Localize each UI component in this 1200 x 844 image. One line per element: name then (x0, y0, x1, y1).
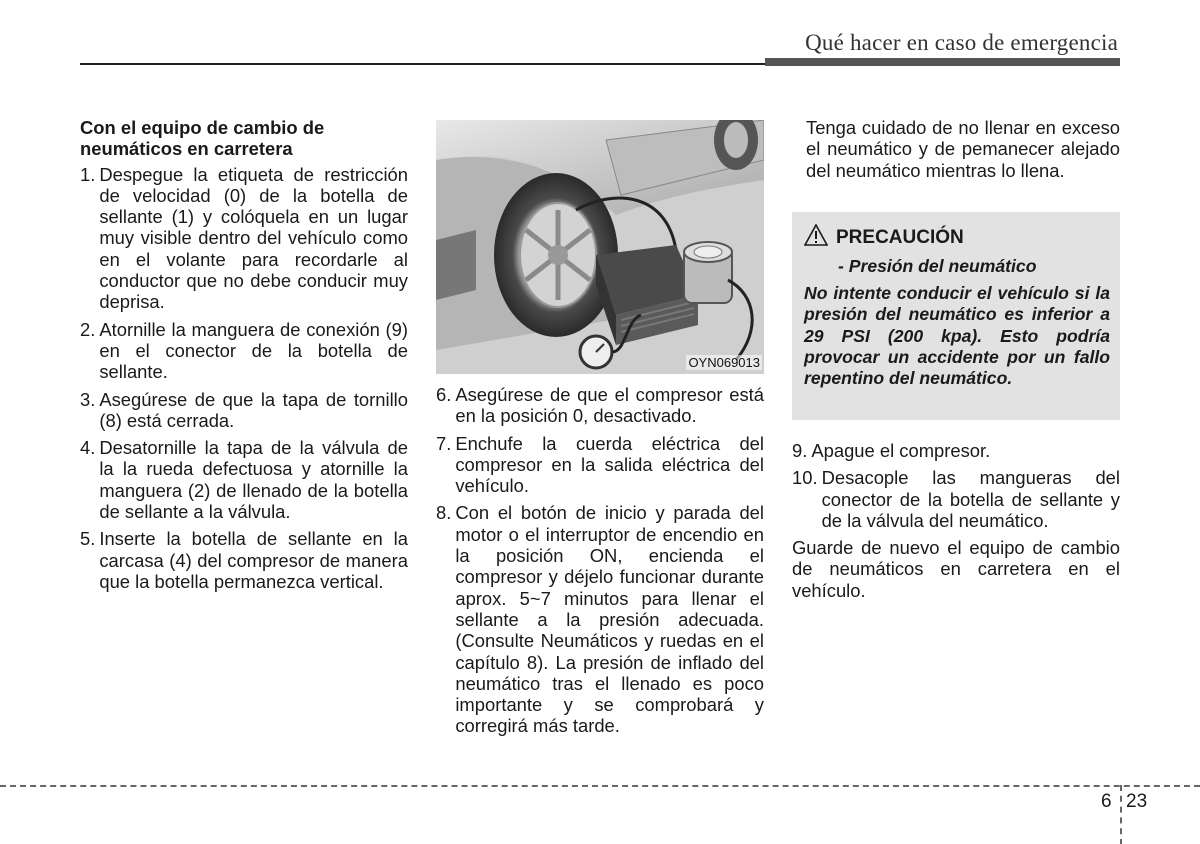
footer-rule (0, 785, 1200, 787)
step-text: Enchufe la cuerda eléctrica del compresor en la salida eléctrica del vehículo. (455, 432, 764, 497)
step-item (80, 389, 408, 432)
step-number: 8. (436, 502, 452, 524)
step-text: Asegúrese de que el compresor está en la posición 0, desactivado. (455, 384, 764, 427)
tire-compressor-image (436, 120, 764, 374)
step-item (80, 528, 408, 592)
steps-list (80, 164, 408, 593)
step-number: 1. (80, 163, 96, 185)
step-number: 3. (80, 388, 96, 410)
footer-divider (1120, 785, 1122, 844)
step-item (436, 384, 764, 427)
step-text: Despegue la etiqueta de restricción de velocidad (0) de la botella de sellante (1) y colóquela en un lugar muy visible dentro del vehículo como en el volante para recordarle al conductor que no debe conducir muy deprisa. (99, 163, 408, 313)
step-number: 9. (792, 440, 808, 461)
step-text: Con el botón de inicio y parada del motor o el interruptor de encendio en la posición ON, encienda el compresor y déjelo funcionar durante aprox. 5~7 minutos para llenar el sellante a la presión adecuada. (Consulte Neumáticos y ruedas en el capítulo 8). La presión de inflado del neumático tras el llenado es poco importante y se comprobará y corregirá más tarde. (455, 502, 764, 737)
step-number: 4. (80, 437, 96, 459)
step-item (80, 164, 408, 313)
column-right-lower (792, 440, 1120, 601)
header-bar (765, 58, 1120, 66)
page-number: 23 (1126, 791, 1148, 812)
step-number: 7. (436, 432, 452, 454)
step-number: 6. (436, 384, 452, 405)
intro-paragraph: Tenga cuidado de no llenar en exceso el neumático y de pemanecer alejado del neumático mientras lo llena. (806, 117, 1120, 181)
closing-paragraph: Guarde de nuevo el equipo de cambio de neumáticos en carretera en el vehículo. (792, 537, 1120, 601)
page-header-title: Qué hacer en caso de emergencia (805, 30, 1118, 55)
step-text: Asegúrese de que la tapa de tornillo (8) está cerrada. (99, 388, 408, 431)
step-number: 10. (792, 467, 818, 489)
column-middle (436, 384, 764, 743)
step-item (80, 319, 408, 383)
steps-list (792, 440, 1120, 531)
caution-box (792, 212, 1120, 420)
step-item (792, 467, 1120, 531)
figure-code: OYN069013 (688, 355, 760, 370)
step-text: Apague el compresor. (811, 440, 991, 461)
step-text: Inserte la botella de sellante en la carcasa (4) del compresor de manera que la botella permanezca vertical. (99, 528, 408, 592)
section-number: 6 (1101, 791, 1112, 812)
step-number: 2. (80, 318, 96, 340)
caution-header (804, 224, 1110, 252)
header-rule (80, 63, 765, 65)
caution-subtitle: - Presión del neumático (838, 256, 1037, 276)
caution-body: No intente conducir el vehículo si la presión del neumático es inferior a 29 PSI (200 kpa). Esto podría provocar un accidente por un fallo repentino del neumático. (804, 283, 1110, 389)
column-right (792, 117, 1120, 181)
steps-list (436, 384, 764, 737)
warning-triangle-icon (804, 224, 828, 252)
compressor-illustration (436, 120, 764, 374)
caution-title: PRECAUCIÓN (836, 227, 964, 248)
step-text: Desacople las mangueras del conector de la botella de sellante y de la válvula del neumático. (821, 467, 1120, 531)
step-item (80, 437, 408, 522)
step-number: 5. (80, 528, 96, 550)
section-heading: Con el equipo de cambio de neumáticos en carretera (80, 117, 325, 160)
step-item (792, 440, 1120, 461)
step-text: Desatornille la tapa de la válvula de la la rueda defectuosa y atornille la manguera (2) de llenado de la botella de sellante a la válvula. (99, 437, 408, 523)
step-item (436, 433, 764, 497)
step-item (436, 502, 764, 736)
step-text: Atornille la manguera de conexión (9) en el conector de la botella de sellante. (99, 318, 408, 383)
column-left (80, 117, 408, 598)
